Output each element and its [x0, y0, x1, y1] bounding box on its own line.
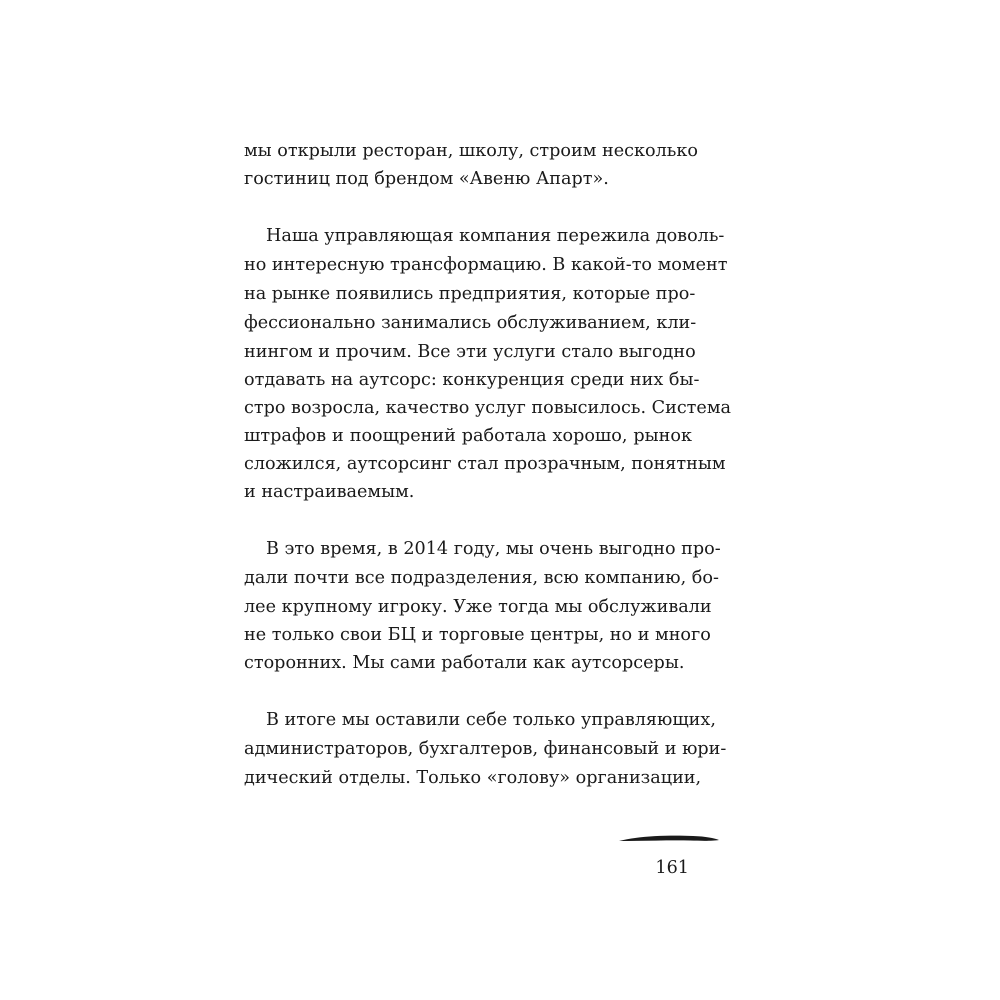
body-text-line: штрафов и поощрений работала хорошо, рынок: [244, 426, 692, 446]
body-text-line: лее крупному игроку. Уже тогда мы обслуживали: [244, 597, 712, 617]
body-text-line: фессионально занимались обслуживанием, кли-: [244, 313, 697, 333]
body-text-line: нингом и прочим. Все эти услуги стало выгодно: [244, 342, 696, 362]
body-text-line: гостиниц под брендом «Авеню Апарт».: [244, 169, 609, 189]
body-text-line: не только свои БЦ и торговые центры, но и много: [244, 625, 711, 645]
page-number: 161: [655, 858, 689, 878]
body-text-line: сторонних. Мы сами работали как аутсорсеры.: [244, 653, 685, 673]
body-text-line: на рынке появились предприятия, которые про-: [244, 284, 696, 304]
body-text-line: но интересную трансформацию. В какой-то момент: [244, 255, 728, 275]
body-text-line: отдавать на аутсорс: конкуренция среди них бы-: [244, 370, 700, 390]
body-text-line: сложился, аутсорсинг стал прозрачным, понятным: [244, 454, 726, 474]
body-text-line: и настраиваемым.: [244, 482, 415, 502]
body-text-line: В это время, в 2014 году, мы очень выгодно про-: [266, 539, 721, 559]
body-text-line: Наша управляющая компания пережила доволь-: [266, 226, 725, 246]
body-text-line: В итоге мы оставили себе только управляющих,: [266, 710, 716, 730]
footer-brush-stroke: [618, 833, 720, 847]
body-text-line: стро возросла, качество услуг повысилось. Система: [244, 398, 731, 418]
body-text-line: дали почти все подразделения, всю компанию, бо-: [244, 568, 719, 588]
body-text-line: администраторов, бухгалтеров, финансовый и юри-: [244, 739, 727, 759]
body-text-line: мы открыли ресторан, школу, строим несколько: [244, 141, 698, 161]
body-text-line: дический отделы. Только «голову» организации,: [244, 768, 702, 788]
